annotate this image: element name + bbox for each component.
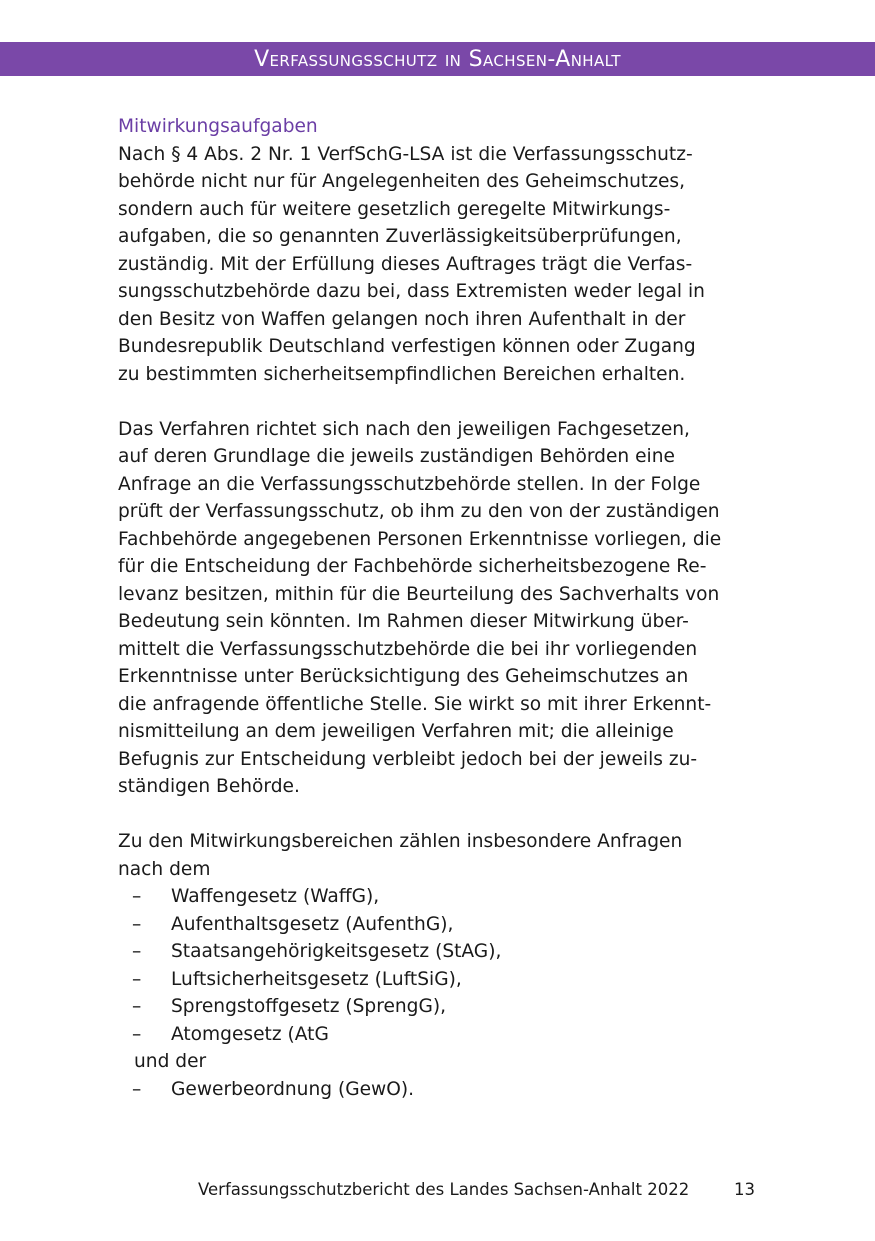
dash-bullet: – [132,941,142,962]
page-header-title: Verfassungsschutz in Sachsen-Anhalt [254,47,621,72]
list-item-text: Aufenthaltsgesetz (AufenthG), [171,913,454,935]
text-line: die anfragende öffentliche Stelle. Sie wirkt so mit ihrer Erkennt- [118,693,712,715]
page-number: 13 [734,1180,755,1199]
text-line: Bundesrepublik Deutschland verfestigen können oder Zugang [118,336,696,357]
list-item-text: Sprengstoffgesetz (SprengG), [171,996,447,1017]
paragraph-3 [118,828,763,883]
text-line: sondern auch für weitere gesetzlich geregelte Mitwirkungs- [118,198,671,220]
dash-bullet: – [132,1023,142,1045]
text-line: sungsschutzbehörde dazu bei, dass Extremisten weder legal in [118,281,705,302]
text-line: aufgaben, die so genannten Zuverlässigkeitsüberprüfungen, [118,226,682,247]
paragraph-spacer [118,388,763,416]
list-connector-text: und der [134,1051,207,1072]
text-line: Fachbehörde angegebenen Personen Erkenntnisse vorliegen, die [118,528,722,550]
text-line: Erkenntnisse unter Berücksichtigung des Geheimschutzes an [118,666,689,687]
dash-bullet: – [132,886,142,907]
list-item-text: Atomgesetz (AtG [171,1023,329,1045]
list-item [118,883,763,911]
list-item-text: Gewerbeordnung (GewO). [171,1078,415,1100]
list-item [118,911,763,939]
text-line: zu bestimmten sicherheitsempfindlichen Bereichen erhalten. [118,363,686,385]
text-line: levanz besitzen, mithin für die Beurteilung des Sachverhalts von [118,583,720,605]
law-list [118,883,763,1048]
list-item-text: Staatsangehörigkeitsgesetz (StAG), [171,941,502,962]
paragraph-2 [118,416,763,801]
text-line: zuständig. Mit der Erfüllung dieses Auftrages trägt die Verfas- [118,253,693,275]
text-line: prüft der Verfassungsschutz, ob ihm zu den von der zuständigen [118,501,720,522]
text-line: Das Verfahren richtet sich nach den jeweiligen Fachgesetzen, [118,418,690,440]
text-line: Bedeutung sein könnten. Im Rahmen dieser Mitwirkung über- [118,611,689,632]
section-heading: Mitwirkungsaufgaben [118,116,318,137]
footer-publication-title: Verfassungsschutzbericht des Landes Sachsen-Anhalt 2022 [198,1180,690,1199]
list-item [118,938,763,966]
text-line: ständigen Behörde. [118,776,300,797]
list-item-text: Waffengesetz (WaffG), [171,886,380,907]
list-item [118,1076,763,1104]
text-line: Zu den Mitwirkungsbereichen zählen insbesondere Anfragen [118,831,683,852]
text-line: auf deren Grundlage die jeweils zuständigen Behörden eine [118,446,675,467]
text-line: den Besitz von Waffen gelangen noch ihren Aufenthalt in der [118,308,686,330]
text-line: für die Entscheidung der Fachbehörde sicherheitsbezogene Re- [118,556,707,577]
list-item [118,993,763,1021]
dash-bullet: – [132,1078,142,1100]
text-line: nismitteilung an dem jeweiligen Verfahren mit; die alleinige [118,721,674,742]
paragraph-spacer [118,801,763,829]
list-item [118,1021,763,1049]
text-line: nach dem [118,858,211,880]
dash-bullet: – [132,996,142,1017]
law-list-final [118,1076,763,1104]
main-content [118,113,763,1103]
list-item-text: Luftsicherheitsgesetz (LuftSiG), [171,968,462,990]
paragraph-1 [118,141,763,389]
text-line: Anfrage an die Verfassungsschutzbehörde stellen. In der Folge [118,473,701,495]
text-line: Nach § 4 Abs. 2 Nr. 1 VerfSchG-LSA ist die Verfassungsschutz- [118,143,693,165]
dash-bullet: – [132,968,142,990]
text-line: behörde nicht nur für Angelegenheiten des Geheimschutzes, [118,171,685,192]
dash-bullet: – [132,913,142,935]
text-line: Befugnis zur Entscheidung verbleibt jedoch bei der jeweils zu- [118,748,698,770]
list-item [118,966,763,994]
text-line: mittelt die Verfassungsschutzbehörde die bei ihr vorliegenden [118,638,698,660]
